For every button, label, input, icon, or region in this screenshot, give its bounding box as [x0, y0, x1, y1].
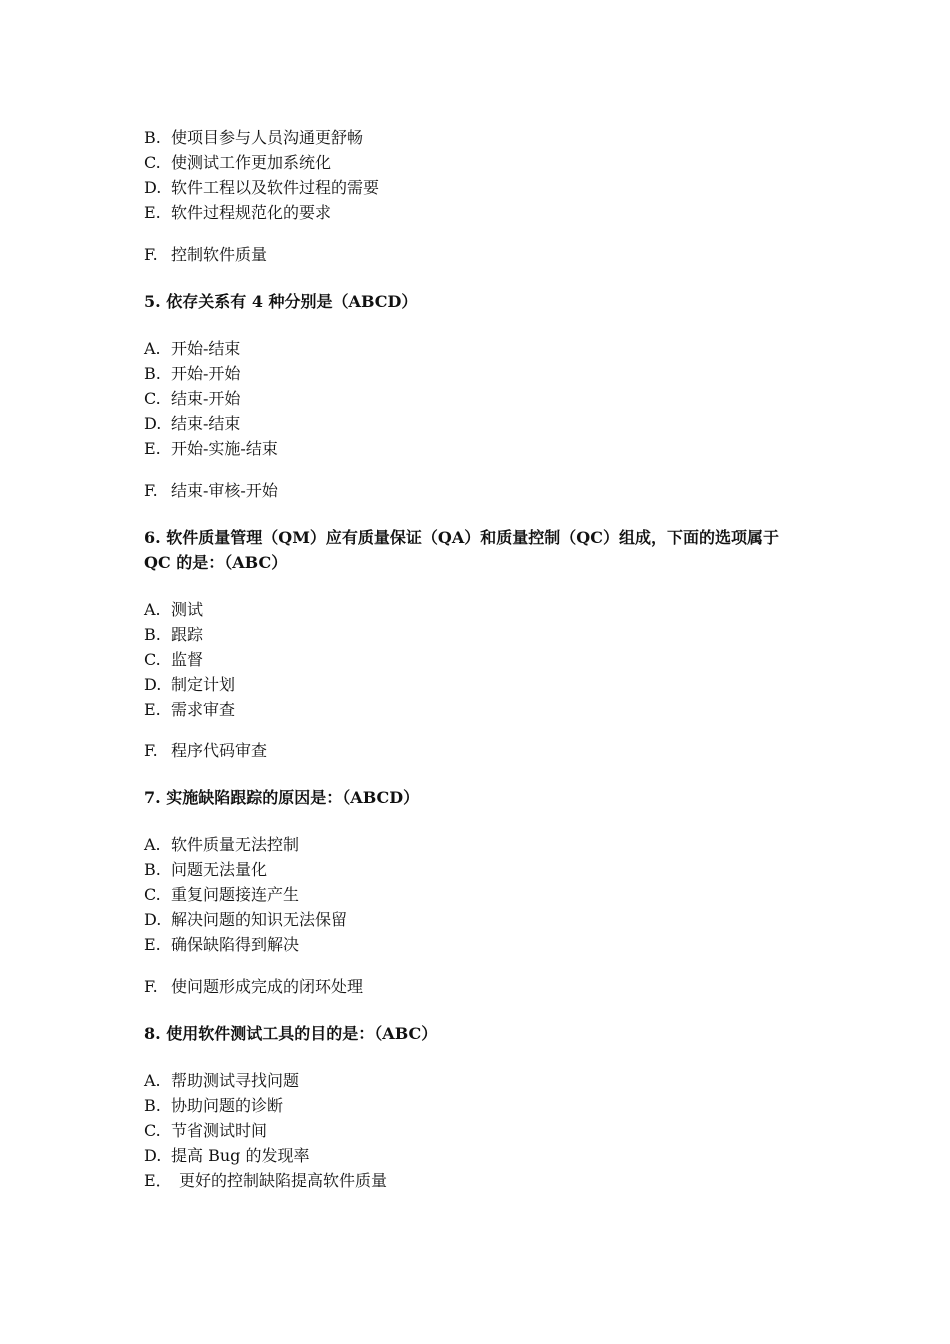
option-f: F. 控制软件质量: [144, 245, 268, 264]
question-5-title: 5. 依存关系有 4 种分别是（ABCD）: [144, 292, 418, 311]
option-d: D. 制定计划: [144, 675, 236, 694]
option-f: F. 结束-审核-开始: [144, 481, 278, 500]
question-8-title: 8. 使用软件测试工具的目的是：（ABC）: [144, 1024, 438, 1043]
option-a: A. 测试: [144, 600, 204, 619]
option-c: C. 监督: [144, 650, 204, 669]
option-a: A. 软件质量无法控制: [144, 835, 300, 854]
option-e: E. 软件过程规范化的要求: [144, 203, 332, 222]
option-b: B. 问题无法量化: [144, 860, 268, 879]
option-b: B. 开始-开始: [144, 364, 241, 383]
option-e: E． 更好的控制缺陷提高软件质量: [144, 1171, 388, 1190]
option-d: D. 提高 Bug 的发现率: [144, 1146, 310, 1165]
option-e: E. 确保缺陷得到解决: [144, 935, 300, 954]
question-6-title: 6. 软件质量管理（QM）应有质量保证（QA）和质量控制（QC）组成，下面的选项属于: [144, 528, 779, 547]
option-b: B. 使项目参与人员沟通更舒畅: [144, 128, 364, 147]
option-e: E. 开始-实施-结束: [144, 439, 278, 458]
option-b: B. 协助问题的诊断: [144, 1096, 284, 1115]
option-c: C. 节省测试时间: [144, 1121, 268, 1140]
option-c: C. 重复问题接连产生: [144, 885, 300, 904]
option-b: B. 跟踪: [144, 625, 204, 644]
option-c: C. 使测试工作更加系统化: [144, 153, 332, 172]
option-f: F. 程序代码审查: [144, 741, 268, 760]
question-7-title: 7. 实施缺陷跟踪的原因是：（ABCD）: [144, 788, 420, 807]
option-d: D. 软件工程以及软件过程的需要: [144, 178, 380, 197]
option-d: D. 解决问题的知识无法保留: [144, 910, 348, 929]
question-6-title-cont: QC 的是：（ABC）: [144, 553, 288, 572]
option-c: C. 结束-开始: [144, 389, 241, 408]
option-d: D. 结束-结束: [144, 414, 241, 433]
option-e: E. 需求审查: [144, 700, 236, 719]
option-a: A. 帮助测试寻找问题: [144, 1071, 300, 1090]
option-f: F. 使问题形成完成的闭环处理: [144, 977, 364, 996]
option-a: A. 开始-结束: [144, 339, 241, 358]
